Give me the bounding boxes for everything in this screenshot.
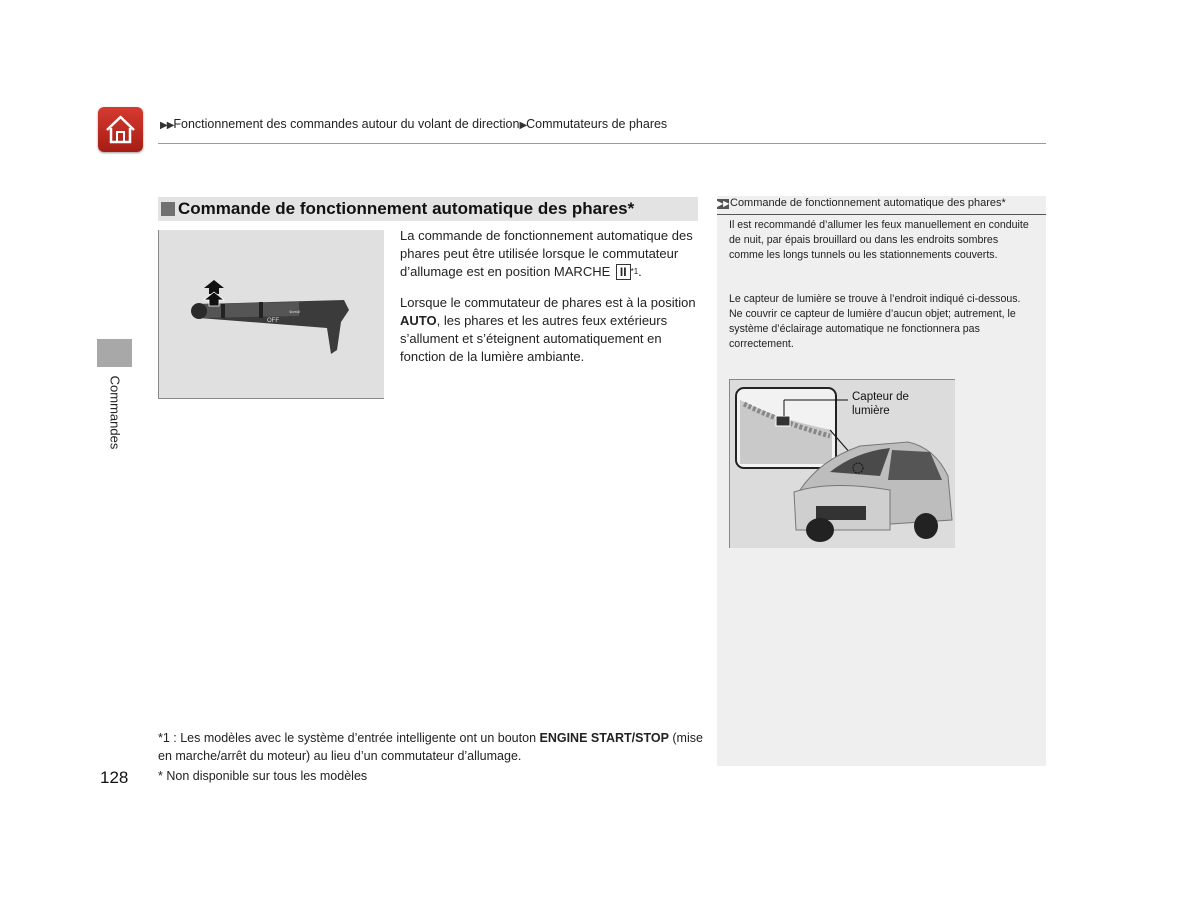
header-divider [158, 143, 1046, 144]
section-title: Commande de fonctionnement automatique des phares* [178, 199, 635, 218]
home-button[interactable] [98, 107, 143, 152]
auto-keyword: AUTO [400, 313, 437, 328]
home-icon [103, 112, 138, 147]
engine-start-stop-label: ENGINE START/STOP [539, 731, 669, 745]
breadcrumb-arrow-icon: ▶▶ [160, 120, 174, 131]
footnote-1-after: (mise en marche/arrêt du moteur) au lieu d’un commutateur d’allumage. [158, 731, 703, 763]
chapter-tab-marker [97, 339, 132, 367]
chapter-tab-label: Commandes [107, 375, 123, 450]
svg-text:⇦⇨: ⇦⇨ [289, 308, 301, 316]
paragraph-intro [400, 227, 700, 281]
intro-text: La commande de fonctionnement automatique des phares peut être utilisée lorsque le commutateur d’allumage est en position MARCHE [400, 228, 693, 279]
footnote-1 [158, 729, 703, 765]
section-square-icon [161, 202, 175, 216]
ignition-key-ii: II [616, 264, 631, 280]
intro-end: . [638, 264, 642, 279]
page-number: 128 [100, 768, 129, 787]
chapter-tab[interactable] [95, 375, 135, 455]
sidebar-para-2 [729, 292, 1034, 352]
breadcrumb-link-controls[interactable]: Fonctionnement des commandes autour du volant de direction [173, 117, 520, 131]
auto-text-after: , les phares et les autres feux extérieurs s’allument et s’éteignent automatiquement en fonction de la lumière ambiante. [400, 313, 668, 364]
sidebar-para-1: Il est recommandé d’allumer les feux manuellement en conduite de nuit, par épais brouillard ou dans les endroits sombres comme les longs tunnels ou les stationnements couverts. [729, 219, 1029, 261]
lever-off-label: OFF [267, 318, 279, 324]
section-heading [158, 197, 698, 221]
reference-icon: ▶▶ [717, 199, 730, 208]
sidebar-para-2-line1: Le capteur de lumière se trouve à l’endroit indiqué ci-dessous. [729, 293, 1021, 305]
breadcrumb-link-headlights[interactable]: Commutateurs de phares [526, 117, 668, 131]
auto-text-before: Lorsque le commutateur de phares est à la position [400, 295, 696, 310]
sidebar-para-2-line2: Ne couvrir ce capteur de lumière d’aucun objet; autrement, le système d’éclairage automatique ne fonctionnera pas correctement. [729, 308, 1016, 350]
sidebar-heading [717, 196, 1046, 215]
light-sensor-label: Capteur de lumière [852, 391, 909, 417]
footnote-availability: * Non disponible sur tous les modèles [158, 769, 368, 783]
headlight-lever-image [158, 230, 384, 399]
breadcrumb-arrow-icon: ▶ [519, 120, 527, 131]
paragraph-auto [400, 294, 700, 366]
footnote-ref[interactable]: *1 [630, 267, 639, 276]
light-sensor-callout [852, 390, 922, 418]
lever-auto-label: AUTO [229, 297, 246, 303]
breadcrumb [160, 117, 667, 131]
sidebar-title: Commande de fonctionnement automatique des phares* [730, 197, 1006, 209]
footnote-1-before: *1 : Les modèles avec le système d’entrée intelligente ont un bouton [158, 731, 540, 745]
